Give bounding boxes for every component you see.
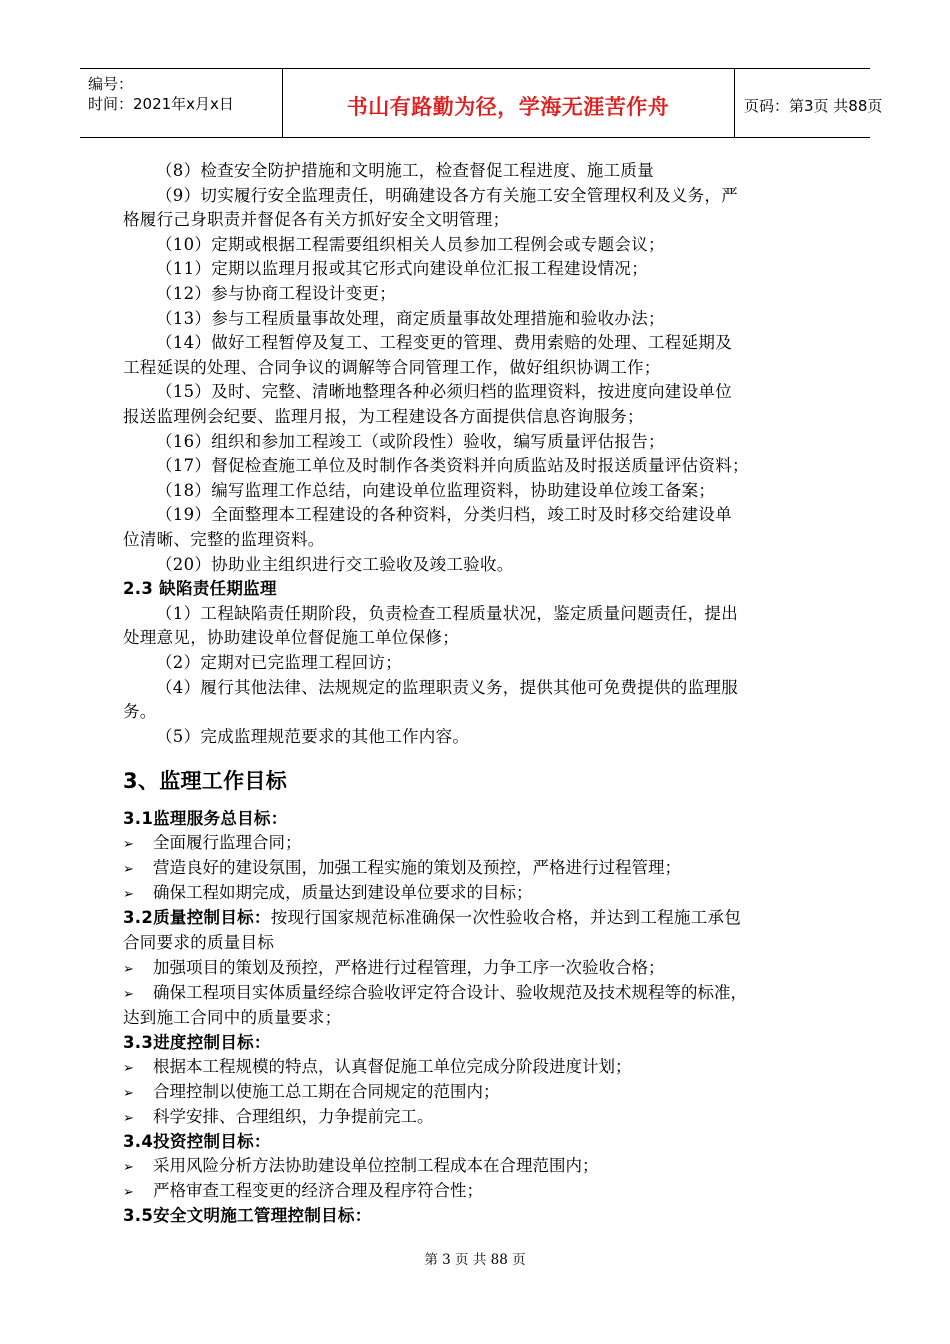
section-3-4-title: 3.4投资控制目标： — [123, 1132, 271, 1151]
body-text-line: 处理意见，协助建设单位督促施工单位保修； — [123, 628, 459, 647]
arrow-bullet-icon: ➢ — [123, 887, 134, 902]
list-item: ➢ 确保工程如期完成，质量达到建设单位要求的目标； — [123, 882, 533, 906]
body-text-line: 报送监理例会纪要、监理月报，为工程建设各方面提供信息咨询服务； — [123, 407, 644, 426]
body-text-line: 位清晰、完整的监理资料。 — [123, 530, 325, 549]
section-3-3-title: 3.3进度控制目标： — [123, 1033, 271, 1052]
list-item: ➢ 确保工程项目实体质量经综合验收评定符合设计、验收规范及技术规程等的标准， — [123, 982, 747, 1006]
arrow-bullet-icon: ➢ — [123, 862, 134, 877]
motto-text: 书山有路勤为径，学海无涯苦作舟 — [346, 95, 670, 119]
section-3-2-tail: 达到施工合同中的质量要求； — [123, 1008, 342, 1027]
body-text-line: （14）做好工程暂停及复工、工程变更的管理、费用索赔的处理、工程延期及 — [156, 333, 732, 352]
page-header — [80, 68, 883, 138]
list-item: ➢ 根据本工程规模的特点，认真督促施工单位完成分阶段进度计划； — [123, 1056, 632, 1080]
list-item: ➢ 全面履行监理合同； — [123, 832, 302, 856]
body-text-line: （11）定期以监理月报或其它形式向建设单位汇报工程建设情况； — [156, 259, 648, 278]
body-text-line: （16）组织和参加工程竣工（或阶段性）验收，编写质量评估报告； — [156, 432, 665, 451]
list-item: ➢ 合理控制以使施工总工期在合同规定的范围内； — [123, 1081, 500, 1105]
body-text-line: 格履行己身职责并督促各有关方抓好安全文明管理； — [123, 210, 510, 229]
arrow-bullet-icon: ➢ — [123, 1111, 134, 1126]
list-item: ➢ 科学安排、合理组织，力争提前完工。 — [123, 1106, 434, 1130]
arrow-bullet-icon: ➢ — [123, 1086, 134, 1101]
list-item: ➢ 严格审查工程变更的经济合理及程序符合性； — [123, 1180, 483, 1204]
body-text-line: （13）参与工程质量事故处理，商定质量事故处理措施和验收办法； — [156, 309, 665, 328]
body-text-line: （20）协助业主组织进行交工验收及竣工验收。 — [156, 555, 514, 574]
body-text-line: （18）编写监理工作总结，向建设单位监理资料，协助建设单位竣工备案； — [156, 481, 716, 500]
body-text-line: （15）及时、完整、清晰地整理各种必须归档的监理资料，按进度向建设单位 — [156, 382, 732, 401]
section-3-2-title: 3.2质量控制目标： — [123, 908, 271, 927]
body-text-line: （5）完成监理规范要求的其他工作内容。 — [156, 727, 470, 746]
body-text-line: （9）切实履行安全监理责任，明确建设各方有关施工安全管理权利及义务，严 — [156, 186, 738, 205]
section-3-5-title: 3.5安全文明施工管理控制目标： — [123, 1206, 372, 1225]
body-text-line: （8）检查安全防护措施和文明施工，检查督促工程进度、施工质量 — [156, 161, 654, 180]
section-2-3-title: 2.3 缺陷责任期监理 — [123, 579, 277, 598]
arrow-bullet-icon: ➢ — [123, 1160, 134, 1175]
arrow-bullet-icon: ➢ — [123, 962, 134, 977]
list-item: ➢ 采用风险分析方法协助建设单位控制工程成本在合理范围内； — [123, 1155, 599, 1179]
section-3-1-title: 3.1监理服务总目标： — [123, 809, 288, 828]
section-3-2-cont: 合同要求的质量目标 — [123, 933, 275, 952]
body-text-line: （19）全面整理本工程建设的各种资料，分类归档，竣工时及时移交给建设单 — [156, 505, 732, 524]
body-text-line: （2）定期对已完监理工程回访； — [156, 653, 402, 672]
arrow-bullet-icon: ➢ — [123, 1061, 134, 1076]
header-motto-cell — [282, 69, 735, 137]
body-text-line: （1）工程缺陷责任期阶段，负责检查工程质量状况，鉴定质量问题责任，提出 — [156, 604, 738, 623]
page-footer: 第 3 页 共 88 页 — [424, 1252, 526, 1268]
header-page-cell — [734, 69, 883, 137]
body-text-line: （4）履行其他法律、法规规定的监理职责义务，提供其他可免费提供的监理服 — [156, 678, 738, 697]
arrow-bullet-icon: ➢ — [123, 987, 134, 1002]
list-item: ➢ 营造良好的建设氛围，加强工程实施的策划及预控，严格进行过程管理； — [123, 857, 681, 881]
section-3-heading: 3、监理工作目标 — [123, 769, 288, 793]
document-number-label: 编号： — [88, 75, 134, 93]
arrow-bullet-icon: ➢ — [123, 837, 134, 852]
body-text-line: 务。 — [123, 702, 157, 721]
section-3-2-line: 3.2质量控制目标：按现行国家规范标准确保一次性验收合格，并达到工程施工承包 — [123, 908, 742, 927]
body-text-line: （17）督促检查施工单位及时制作各类资料并向质监站及时报送质量评估资料； — [156, 456, 749, 475]
list-item: ➢ 加强项目的策划及预控，严格进行过程管理，力争工序一次验收合格； — [123, 957, 665, 981]
arrow-bullet-icon: ➢ — [123, 1185, 134, 1200]
body-text-line: （10）定期或根据工程需要组织相关人员参加工程例会或专题会议； — [156, 235, 665, 254]
page-info: 页码：第3页 共88页 — [744, 97, 883, 115]
header-meta-cell — [80, 69, 283, 137]
body-text-line: 工程延误的处理、合同争议的调解等合同管理工作，做好组织协调工作； — [123, 358, 661, 377]
date-label: 时间：2021年x月x日 — [88, 95, 234, 113]
body-text-line: （12）参与协商工程设计变更； — [156, 284, 396, 303]
